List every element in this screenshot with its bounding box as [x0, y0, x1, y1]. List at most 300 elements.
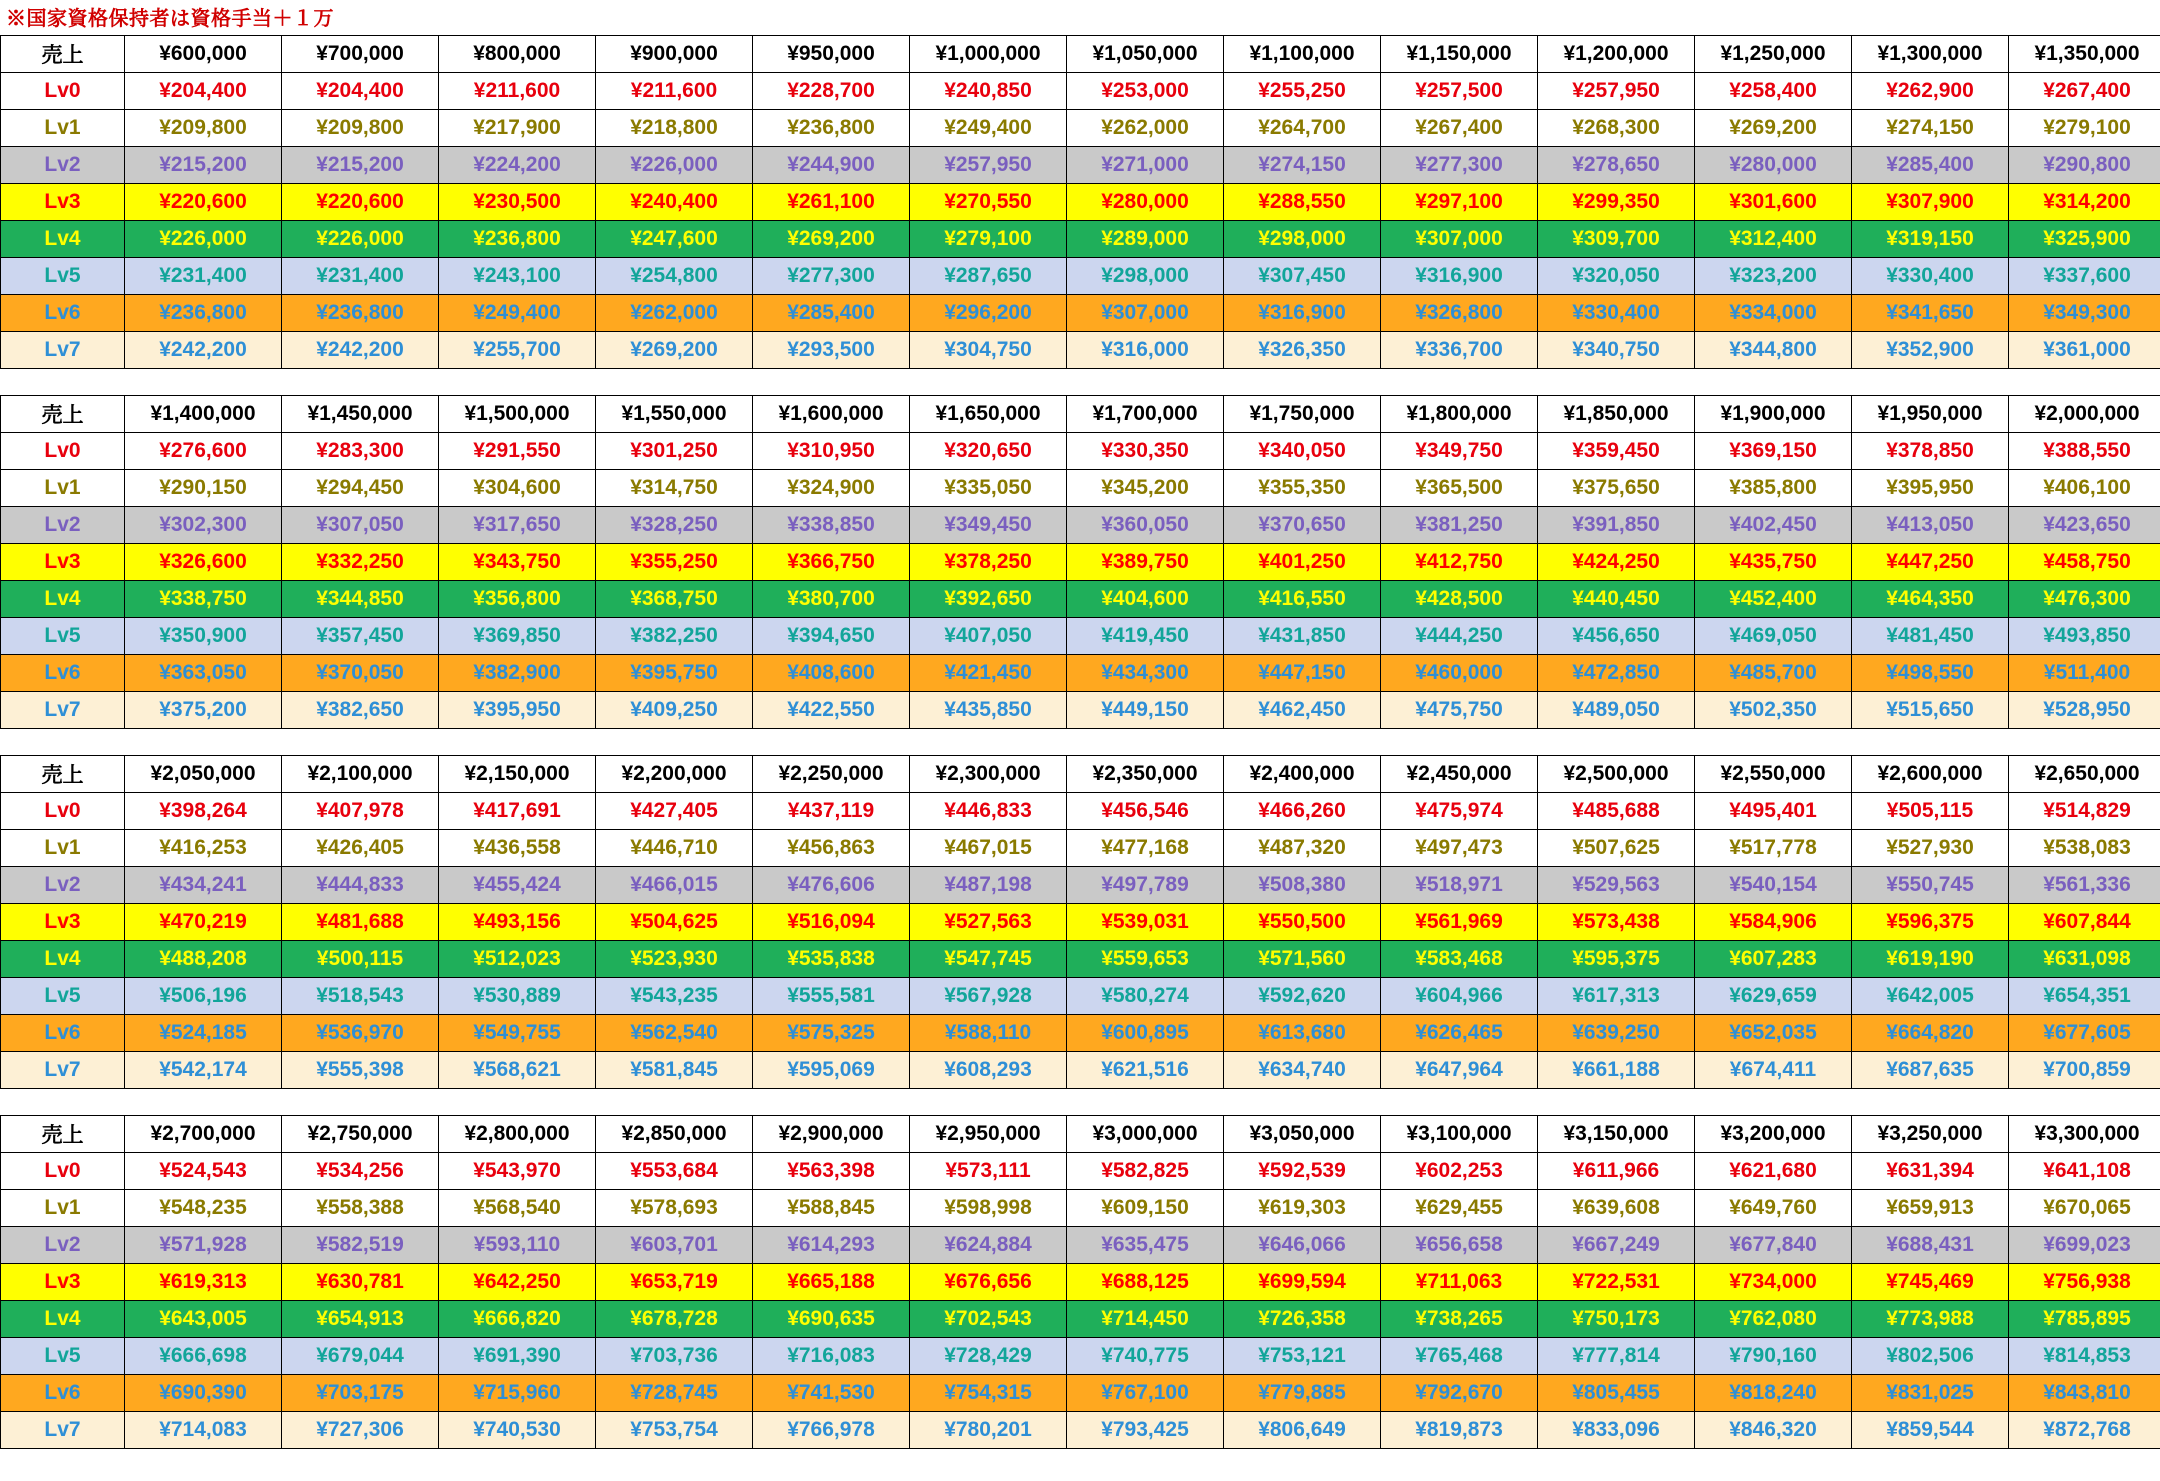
salary-cell: ¥274,150 [1224, 147, 1381, 184]
salary-cell: ¥629,659 [1695, 978, 1852, 1015]
sales-column-header: ¥1,000,000 [910, 36, 1067, 73]
salary-cell: ¥750,173 [1538, 1301, 1695, 1338]
salary-cell: ¥665,188 [753, 1264, 910, 1301]
salary-cell: ¥307,450 [1224, 258, 1381, 295]
salary-cell: ¥818,240 [1695, 1375, 1852, 1412]
salary-cell: ¥518,543 [282, 978, 439, 1015]
salary-cell: ¥765,468 [1381, 1338, 1538, 1375]
salary-cell: ¥215,200 [282, 147, 439, 184]
sales-column-header: ¥1,800,000 [1381, 396, 1538, 433]
salary-cell: ¥843,810 [2009, 1375, 2160, 1412]
salary-cell: ¥540,154 [1695, 867, 1852, 904]
salary-cell: ¥831,025 [1852, 1375, 2009, 1412]
salary-cell: ¥600,895 [1067, 1015, 1224, 1052]
salary-cell: ¥488,208 [125, 941, 282, 978]
salary-cell: ¥497,789 [1067, 867, 1224, 904]
salary-cell: ¥395,750 [596, 655, 753, 692]
salary-cell: ¥489,050 [1538, 692, 1695, 729]
salary-cell: ¥639,608 [1538, 1190, 1695, 1227]
salary-cell: ¥363,050 [125, 655, 282, 692]
salary-cell: ¥307,050 [282, 507, 439, 544]
sales-column-header: ¥2,850,000 [596, 1116, 753, 1153]
salary-cell: ¥280,000 [1067, 184, 1224, 221]
salary-cell: ¥523,930 [596, 941, 753, 978]
salary-cell: ¥613,680 [1224, 1015, 1381, 1052]
sales-column-header: ¥900,000 [596, 36, 753, 73]
salary-cell: ¥476,606 [753, 867, 910, 904]
salary-cell: ¥389,750 [1067, 544, 1224, 581]
salary-cell: ¥434,300 [1067, 655, 1224, 692]
salary-cell: ¥220,600 [282, 184, 439, 221]
salary-cell: ¥243,100 [439, 258, 596, 295]
salary-cell: ¥740,775 [1067, 1338, 1224, 1375]
sales-column-header: ¥2,200,000 [596, 756, 753, 793]
salary-cell: ¥247,600 [596, 221, 753, 258]
salary-cell: ¥559,653 [1067, 941, 1224, 978]
salary-cell: ¥382,900 [439, 655, 596, 692]
salary-cell: ¥401,250 [1224, 544, 1381, 581]
salary-cell: ¥338,850 [753, 507, 910, 544]
salary-cell: ¥859,544 [1852, 1412, 2009, 1449]
sales-column-header: ¥1,250,000 [1695, 36, 1852, 73]
salary-cell: ¥398,264 [125, 793, 282, 830]
sales-header-label: 売上 [1, 1116, 125, 1153]
level-label: Lv5 [1, 618, 125, 655]
salary-cell: ¥528,950 [2009, 692, 2160, 729]
salary-table [0, 35, 2160, 369]
qualification-note: ※国家資格保持者は資格手当＋１万 [6, 8, 334, 30]
salary-cell: ¥785,895 [2009, 1301, 2160, 1338]
salary-cell: ¥508,380 [1224, 867, 1381, 904]
salary-cell: ¥603,701 [596, 1227, 753, 1264]
salary-cell: ¥262,900 [1852, 73, 2009, 110]
salary-cell: ¥332,250 [282, 544, 439, 581]
salary-cell: ¥716,083 [753, 1338, 910, 1375]
salary-cell: ¥558,388 [282, 1190, 439, 1227]
salary-cell: ¥466,015 [596, 867, 753, 904]
table-row [1, 507, 2160, 544]
sales-column-header: ¥800,000 [439, 36, 596, 73]
salary-cell: ¥298,000 [1224, 221, 1381, 258]
salary-cell: ¥666,820 [439, 1301, 596, 1338]
salary-cell: ¥805,455 [1538, 1375, 1695, 1412]
level-label: Lv0 [1, 793, 125, 830]
salary-cell: ¥258,400 [1695, 73, 1852, 110]
salary-cell: ¥211,600 [596, 73, 753, 110]
salary-cell: ¥409,250 [596, 692, 753, 729]
salary-cell: ¥766,978 [753, 1412, 910, 1449]
salary-cell: ¥279,100 [2009, 110, 2160, 147]
salary-cell: ¥472,850 [1538, 655, 1695, 692]
sales-column-header: ¥1,600,000 [753, 396, 910, 433]
level-label: Lv1 [1, 110, 125, 147]
table-row [1, 433, 2160, 470]
salary-cell: ¥611,966 [1538, 1153, 1695, 1190]
salary-cell: ¥530,889 [439, 978, 596, 1015]
salary-cell: ¥349,300 [2009, 295, 2160, 332]
sales-column-header: ¥1,150,000 [1381, 36, 1538, 73]
salary-cell: ¥550,500 [1224, 904, 1381, 941]
level-label: Lv2 [1, 867, 125, 904]
salary-cell: ¥571,560 [1224, 941, 1381, 978]
salary-cell: ¥375,200 [125, 692, 282, 729]
level-label: Lv5 [1, 1338, 125, 1375]
salary-cell: ¥588,845 [753, 1190, 910, 1227]
salary-cell: ¥582,825 [1067, 1153, 1224, 1190]
salary-cell: ¥340,050 [1224, 433, 1381, 470]
salary-cell: ¥455,424 [439, 867, 596, 904]
sales-column-header: ¥3,100,000 [1381, 1116, 1538, 1153]
salary-cell: ¥226,000 [125, 221, 282, 258]
sales-column-header: ¥2,000,000 [2009, 396, 2160, 433]
salary-cell: ¥700,859 [2009, 1052, 2160, 1089]
salary-cell: ¥344,800 [1695, 332, 1852, 369]
salary-cell: ¥679,044 [282, 1338, 439, 1375]
table-row [1, 1264, 2160, 1301]
salary-cell: ¥714,083 [125, 1412, 282, 1449]
salary-cell: ¥230,500 [439, 184, 596, 221]
level-label: Lv3 [1, 184, 125, 221]
salary-cell: ¥516,094 [753, 904, 910, 941]
salary-cell: ¥493,850 [2009, 618, 2160, 655]
sales-column-header: ¥1,350,000 [2009, 36, 2160, 73]
salary-cell: ¥571,928 [125, 1227, 282, 1264]
salary-cell: ¥226,000 [282, 221, 439, 258]
table-row [1, 73, 2160, 110]
salary-cell: ¥434,241 [125, 867, 282, 904]
salary-cell: ¥309,700 [1538, 221, 1695, 258]
sales-column-header: ¥2,600,000 [1852, 756, 2009, 793]
salary-cell: ¥385,800 [1695, 470, 1852, 507]
salary-cell: ¥375,650 [1538, 470, 1695, 507]
salary-cell: ¥280,000 [1695, 147, 1852, 184]
salary-cell: ¥276,600 [125, 433, 282, 470]
salary-cell: ¥507,625 [1538, 830, 1695, 867]
sales-column-header: ¥2,350,000 [1067, 756, 1224, 793]
salary-cell: ¥634,740 [1224, 1052, 1381, 1089]
salary-cell: ¥699,023 [2009, 1227, 2160, 1264]
salary-cell: ¥740,530 [439, 1412, 596, 1449]
salary-cell: ¥267,400 [1381, 110, 1538, 147]
salary-cell: ¥391,850 [1538, 507, 1695, 544]
sales-column-header: ¥2,700,000 [125, 1116, 282, 1153]
salary-cell: ¥550,745 [1852, 867, 2009, 904]
sales-column-header: ¥1,550,000 [596, 396, 753, 433]
salary-cell: ¥728,429 [910, 1338, 1067, 1375]
salary-cell: ¥460,000 [1381, 655, 1538, 692]
salary-cell: ¥582,519 [282, 1227, 439, 1264]
sales-column-header: ¥1,400,000 [125, 396, 282, 433]
salary-cell: ¥514,829 [2009, 793, 2160, 830]
salary-cell: ¥446,710 [596, 830, 753, 867]
level-label: Lv0 [1, 73, 125, 110]
level-label: Lv7 [1, 1052, 125, 1089]
sales-column-header: ¥1,650,000 [910, 396, 1067, 433]
salary-cell: ¥467,015 [910, 830, 1067, 867]
salary-cell: ¥458,750 [2009, 544, 2160, 581]
salary-cell: ¥279,100 [910, 221, 1067, 258]
salary-cell: ¥370,050 [282, 655, 439, 692]
salary-cell: ¥262,000 [1067, 110, 1224, 147]
salary-cell: ¥366,750 [753, 544, 910, 581]
sales-column-header: ¥2,250,000 [753, 756, 910, 793]
salary-cell: ¥406,100 [2009, 470, 2160, 507]
salary-cell: ¥304,600 [439, 470, 596, 507]
salary-cell: ¥872,768 [2009, 1412, 2160, 1449]
salary-cell: ¥505,115 [1852, 793, 2009, 830]
table-row [1, 1412, 2160, 1449]
salary-cell: ¥535,838 [753, 941, 910, 978]
salary-table-block [0, 755, 2160, 1089]
salary-cell: ¥447,250 [1852, 544, 2009, 581]
salary-cell: ¥290,800 [2009, 147, 2160, 184]
salary-cell: ¥421,450 [910, 655, 1067, 692]
salary-cell: ¥726,358 [1224, 1301, 1381, 1338]
salary-cell: ¥231,400 [125, 258, 282, 295]
sales-column-header: ¥1,100,000 [1224, 36, 1381, 73]
salary-cell: ¥326,350 [1224, 332, 1381, 369]
salary-cell: ¥661,188 [1538, 1052, 1695, 1089]
salary-cell: ¥462,450 [1224, 692, 1381, 729]
salary-cell: ¥487,198 [910, 867, 1067, 904]
salary-cell: ¥573,438 [1538, 904, 1695, 941]
salary-cell: ¥283,300 [282, 433, 439, 470]
salary-cell: ¥417,691 [439, 793, 596, 830]
salary-cell: ¥567,928 [910, 978, 1067, 1015]
salary-cell: ¥617,313 [1538, 978, 1695, 1015]
salary-cell: ¥254,800 [596, 258, 753, 295]
salary-cell: ¥268,300 [1538, 110, 1695, 147]
salary-cell: ¥359,450 [1538, 433, 1695, 470]
salary-cell: ¥320,650 [910, 433, 1067, 470]
salary-cell: ¥466,260 [1224, 793, 1381, 830]
salary-cell: ¥369,850 [439, 618, 596, 655]
salary-cell: ¥517,778 [1695, 830, 1852, 867]
table-row [1, 581, 2160, 618]
salary-cell: ¥392,650 [910, 581, 1067, 618]
salary-cell: ¥301,600 [1695, 184, 1852, 221]
sales-column-header: ¥1,900,000 [1695, 396, 1852, 433]
salary-cell: ¥621,680 [1695, 1153, 1852, 1190]
sales-column-header: ¥950,000 [753, 36, 910, 73]
salary-cell: ¥257,950 [1538, 73, 1695, 110]
salary-cell: ¥316,000 [1067, 332, 1224, 369]
level-label: Lv4 [1, 221, 125, 258]
salary-cell: ¥293,500 [753, 332, 910, 369]
salary-cell: ¥563,398 [753, 1153, 910, 1190]
level-label: Lv6 [1, 1375, 125, 1412]
salary-cell: ¥402,450 [1695, 507, 1852, 544]
salary-cell: ¥296,200 [910, 295, 1067, 332]
sales-header-label: 売上 [1, 396, 125, 433]
salary-cell: ¥423,650 [2009, 507, 2160, 544]
sales-column-header: ¥2,650,000 [2009, 756, 2160, 793]
table-row [1, 1052, 2160, 1089]
table-row [1, 147, 2160, 184]
salary-cell: ¥588,110 [910, 1015, 1067, 1052]
salary-cell: ¥388,550 [2009, 433, 2160, 470]
salary-cell: ¥539,031 [1067, 904, 1224, 941]
salary-cell: ¥691,390 [439, 1338, 596, 1375]
salary-cell: ¥635,475 [1067, 1227, 1224, 1264]
salary-cell: ¥753,754 [596, 1412, 753, 1449]
salary-cell: ¥231,400 [282, 258, 439, 295]
salary-cell: ¥341,650 [1852, 295, 2009, 332]
salary-cell: ¥481,450 [1852, 618, 2009, 655]
sales-column-header: ¥2,150,000 [439, 756, 596, 793]
salary-cell: ¥335,050 [910, 470, 1067, 507]
salary-cell: ¥592,620 [1224, 978, 1381, 1015]
sales-column-header: ¥2,100,000 [282, 756, 439, 793]
salary-cell: ¥475,974 [1381, 793, 1538, 830]
salary-cell: ¥326,600 [125, 544, 282, 581]
salary-cell: ¥715,960 [439, 1375, 596, 1412]
salary-cell: ¥690,635 [753, 1301, 910, 1338]
sales-column-header: ¥3,050,000 [1224, 1116, 1381, 1153]
sales-column-header: ¥3,150,000 [1538, 1116, 1695, 1153]
table-row [1, 867, 2160, 904]
salary-cell: ¥653,719 [596, 1264, 753, 1301]
salary-cell: ¥456,546 [1067, 793, 1224, 830]
salary-cell: ¥240,400 [596, 184, 753, 221]
level-label: Lv3 [1, 904, 125, 941]
sales-column-header: ¥3,000,000 [1067, 1116, 1224, 1153]
salary-cell: ¥236,800 [753, 110, 910, 147]
salary-cell: ¥777,814 [1538, 1338, 1695, 1375]
level-label: Lv1 [1, 470, 125, 507]
salary-cell: ¥538,083 [2009, 830, 2160, 867]
table-row [1, 904, 2160, 941]
salary-cell: ¥596,375 [1852, 904, 2009, 941]
salary-cell: ¥356,800 [439, 581, 596, 618]
salary-cell: ¥287,650 [910, 258, 1067, 295]
salary-cell: ¥573,111 [910, 1153, 1067, 1190]
sales-column-header: ¥600,000 [125, 36, 282, 73]
salary-cell: ¥262,000 [596, 295, 753, 332]
level-label: Lv6 [1, 1015, 125, 1052]
salary-cell: ¥269,200 [753, 221, 910, 258]
salary-cell: ¥614,293 [753, 1227, 910, 1264]
salary-cell: ¥485,700 [1695, 655, 1852, 692]
salary-cell: ¥330,350 [1067, 433, 1224, 470]
salary-cell: ¥217,900 [439, 110, 596, 147]
salary-cell: ¥218,800 [596, 110, 753, 147]
sales-column-header: ¥2,950,000 [910, 1116, 1067, 1153]
salary-cell: ¥253,000 [1067, 73, 1224, 110]
sales-column-header: ¥2,550,000 [1695, 756, 1852, 793]
sales-column-header: ¥2,400,000 [1224, 756, 1381, 793]
level-label: Lv5 [1, 978, 125, 1015]
salary-cell: ¥413,050 [1852, 507, 2009, 544]
salary-cell: ¥646,066 [1224, 1227, 1381, 1264]
sales-column-header: ¥2,050,000 [125, 756, 282, 793]
salary-cell: ¥581,845 [596, 1052, 753, 1089]
salary-cell: ¥242,200 [125, 332, 282, 369]
salary-cell: ¥670,065 [2009, 1190, 2160, 1227]
salary-cell: ¥745,469 [1852, 1264, 2009, 1301]
salary-cell: ¥647,964 [1381, 1052, 1538, 1089]
salary-cell: ¥204,400 [125, 73, 282, 110]
salary-cell: ¥498,550 [1852, 655, 2009, 692]
sales-column-header: ¥1,500,000 [439, 396, 596, 433]
salary-cell: ¥512,023 [439, 941, 596, 978]
salary-cell: ¥446,833 [910, 793, 1067, 830]
salary-cell: ¥320,050 [1538, 258, 1695, 295]
salary-cell: ¥427,405 [596, 793, 753, 830]
salary-cell: ¥741,530 [753, 1375, 910, 1412]
table-row [1, 332, 2160, 369]
salary-cell: ¥609,150 [1067, 1190, 1224, 1227]
salary-table-block [0, 395, 2160, 729]
salary-cell: ¥543,235 [596, 978, 753, 1015]
salary-cell: ¥711,063 [1381, 1264, 1538, 1301]
salary-cell: ¥226,000 [596, 147, 753, 184]
salary-cell: ¥449,150 [1067, 692, 1224, 729]
salary-cell: ¥236,800 [125, 295, 282, 332]
salary-cell: ¥792,670 [1381, 1375, 1538, 1412]
salary-cell: ¥431,850 [1224, 618, 1381, 655]
salary-cell: ¥568,621 [439, 1052, 596, 1089]
salary-cell: ¥806,649 [1224, 1412, 1381, 1449]
salary-cell: ¥529,563 [1538, 867, 1695, 904]
salary-cell: ¥561,336 [2009, 867, 2160, 904]
salary-cell: ¥583,468 [1381, 941, 1538, 978]
salary-cell: ¥382,650 [282, 692, 439, 729]
salary-cell: ¥312,400 [1695, 221, 1852, 258]
salary-cell: ¥323,200 [1695, 258, 1852, 295]
table-row [1, 978, 2160, 1015]
level-label: Lv1 [1, 830, 125, 867]
salary-cell: ¥728,745 [596, 1375, 753, 1412]
salary-cell: ¥703,175 [282, 1375, 439, 1412]
salary-cell: ¥475,750 [1381, 692, 1538, 729]
salary-cell: ¥654,351 [2009, 978, 2160, 1015]
salary-cell: ¥340,750 [1538, 332, 1695, 369]
salary-cell: ¥352,900 [1852, 332, 2009, 369]
level-label: Lv4 [1, 1301, 125, 1338]
salary-cell: ¥456,650 [1538, 618, 1695, 655]
sales-column-header: ¥1,300,000 [1852, 36, 2009, 73]
salary-cell: ¥524,543 [125, 1153, 282, 1190]
salary-cell: ¥690,390 [125, 1375, 282, 1412]
table-row [1, 544, 2160, 581]
salary-cell: ¥506,196 [125, 978, 282, 1015]
salary-cell: ¥360,050 [1067, 507, 1224, 544]
salary-cell: ¥727,306 [282, 1412, 439, 1449]
level-label: Lv4 [1, 941, 125, 978]
salary-cell: ¥328,250 [596, 507, 753, 544]
salary-cell: ¥487,320 [1224, 830, 1381, 867]
salary-cell: ¥485,688 [1538, 793, 1695, 830]
salary-cell: ¥291,550 [439, 433, 596, 470]
salary-cell: ¥261,100 [753, 184, 910, 221]
salary-cell: ¥575,325 [753, 1015, 910, 1052]
level-label: Lv4 [1, 581, 125, 618]
sales-column-header: ¥2,450,000 [1381, 756, 1538, 793]
salary-cell: ¥654,913 [282, 1301, 439, 1338]
salary-cell: ¥497,473 [1381, 830, 1538, 867]
sales-header-label: 売上 [1, 756, 125, 793]
salary-cell: ¥326,800 [1381, 295, 1538, 332]
table-row [1, 618, 2160, 655]
level-label: Lv2 [1, 147, 125, 184]
salary-cell: ¥642,250 [439, 1264, 596, 1301]
sales-column-header: ¥2,300,000 [910, 756, 1067, 793]
salary-cell: ¥568,540 [439, 1190, 596, 1227]
sales-column-header: ¥1,700,000 [1067, 396, 1224, 433]
salary-table [0, 755, 2160, 1089]
salary-cell: ¥687,635 [1852, 1052, 2009, 1089]
